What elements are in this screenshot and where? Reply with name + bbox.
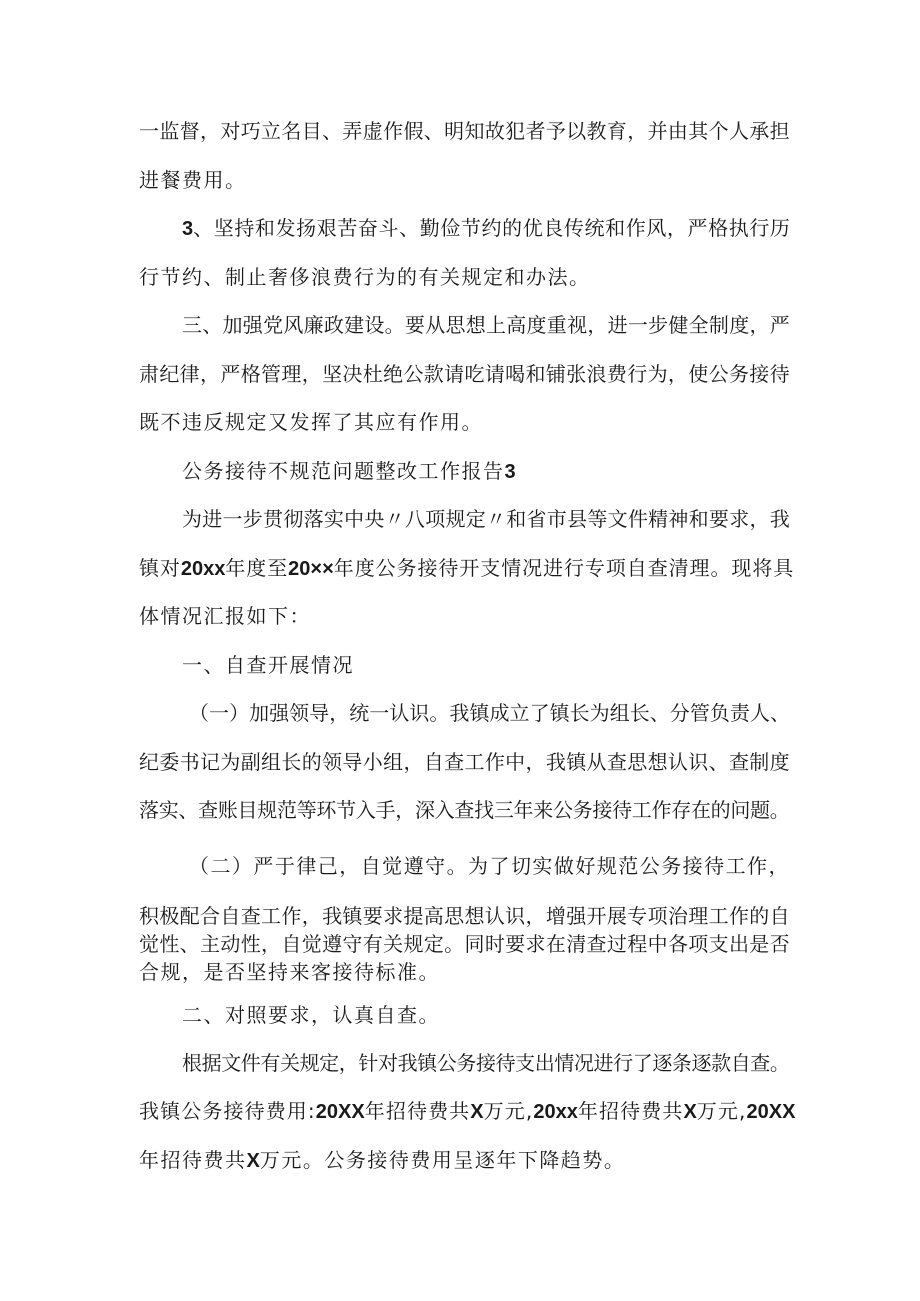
paragraph-line bbox=[182, 1049, 790, 1077]
text: 镇对 bbox=[139, 556, 181, 580]
text: 行节约、制止奢侈浪费行为的有关规定和办法。 bbox=[139, 265, 591, 289]
text: 年度至 bbox=[225, 556, 289, 580]
item-number: 3 bbox=[182, 218, 194, 240]
text: 合规，是否坚持来客接待标准。 bbox=[139, 960, 440, 984]
text: 为进一步贯彻落实中央〃八项规定〃和省市县等文件精神和要求，我 bbox=[182, 507, 790, 531]
amount: X bbox=[683, 1101, 697, 1123]
text: （一）加强领导，统一认识。我镇成立了镇长为组长、分管负责人、 bbox=[189, 701, 790, 725]
text: 年招待费共 bbox=[139, 1148, 247, 1172]
section-heading bbox=[182, 457, 516, 486]
text: 万元, bbox=[696, 1099, 747, 1123]
paragraph-line bbox=[139, 1097, 795, 1126]
text: 万元。公务接待费用呈逐年下降趋势。 bbox=[259, 1148, 626, 1172]
text: 、坚持和发扬艰苦奋斗、勤俭节约的优良传统和作风，严格执行历 bbox=[193, 216, 791, 240]
year: 20×× bbox=[288, 558, 334, 580]
text: 年招待费共 bbox=[577, 1099, 684, 1123]
paragraph-line bbox=[139, 117, 790, 145]
year: 20xx bbox=[533, 1101, 578, 1123]
paragraph-line bbox=[139, 796, 790, 824]
year: 20XX bbox=[315, 1101, 365, 1123]
text: 落实、查账目规范等环节入手，深入查找三年来公务接待工作存在的问题。 bbox=[139, 798, 790, 822]
paragraph-line bbox=[182, 214, 791, 243]
report-number: 3 bbox=[504, 461, 516, 483]
text: （二）严于律己，自觉遵守。为了切实做好规范公务接待工作， bbox=[189, 854, 790, 878]
paragraph-line bbox=[139, 263, 591, 291]
paragraph-line bbox=[182, 505, 790, 533]
year: 20XX bbox=[746, 1101, 796, 1123]
paragraph-line bbox=[139, 602, 311, 630]
amount: X bbox=[470, 1101, 484, 1123]
text: 我镇公务接待费用: bbox=[139, 1099, 316, 1123]
paragraph-line bbox=[189, 852, 790, 880]
text: 纪委书记为副组长的领导小组，自查工作中，我镇从查思想认识、查制度 bbox=[139, 750, 790, 774]
paragraph-line bbox=[139, 958, 440, 986]
text: 二、对照要求，认真自查。 bbox=[182, 1003, 440, 1027]
paragraph-line bbox=[139, 360, 790, 388]
text: 体情况汇报如下： bbox=[139, 604, 311, 628]
year: 20xx bbox=[180, 558, 226, 580]
paragraph-line bbox=[139, 166, 247, 194]
text: 年度公务接待开支情况进行专项自查清理。现将具 bbox=[333, 556, 795, 580]
paragraph-line bbox=[139, 1146, 625, 1175]
text: 三、加强党风廉政建设。要从思想上高度重视，进一步健全制度，严 bbox=[182, 313, 790, 337]
text: 公务接待不规范问题整改工作报告 bbox=[182, 459, 505, 483]
paragraph-line bbox=[139, 554, 794, 583]
section-heading bbox=[182, 1001, 440, 1029]
text: 一、自查开展情况 bbox=[182, 653, 354, 677]
text: 觉性、主动性，自觉遵守有关规定。同时要求在清查过程中各项支出是否 bbox=[139, 932, 790, 956]
paragraph-line bbox=[139, 408, 483, 436]
text: 进餐费用。 bbox=[139, 168, 247, 192]
text: 年招待费共 bbox=[364, 1099, 471, 1123]
text: 根据文件有关规定，针对我镇公务接待支出情况进行了逐条逐款自查。 bbox=[182, 1051, 790, 1075]
text: 万元, bbox=[483, 1099, 534, 1123]
paragraph-line bbox=[139, 930, 790, 958]
text: 一监督，对巧立名目、弄虚作假、明知故犯者予以教育，并由其个人承担 bbox=[139, 119, 790, 143]
text: 肃纪律，严格管理，坚决杜绝公款请吃请喝和铺张浪费行为，使公务接待 bbox=[139, 362, 790, 386]
amount: X bbox=[246, 1150, 260, 1172]
paragraph-line bbox=[139, 902, 790, 930]
paragraph-line bbox=[182, 311, 790, 339]
text: 积极配合自查工作，我镇要求提高思想认识，增强开展专项治理工作的自 bbox=[139, 904, 790, 928]
section-heading bbox=[182, 651, 354, 679]
text: 既不违反规定又发挥了其应有作用。 bbox=[139, 410, 483, 434]
paragraph-line bbox=[139, 748, 790, 776]
paragraph-line bbox=[189, 699, 790, 727]
